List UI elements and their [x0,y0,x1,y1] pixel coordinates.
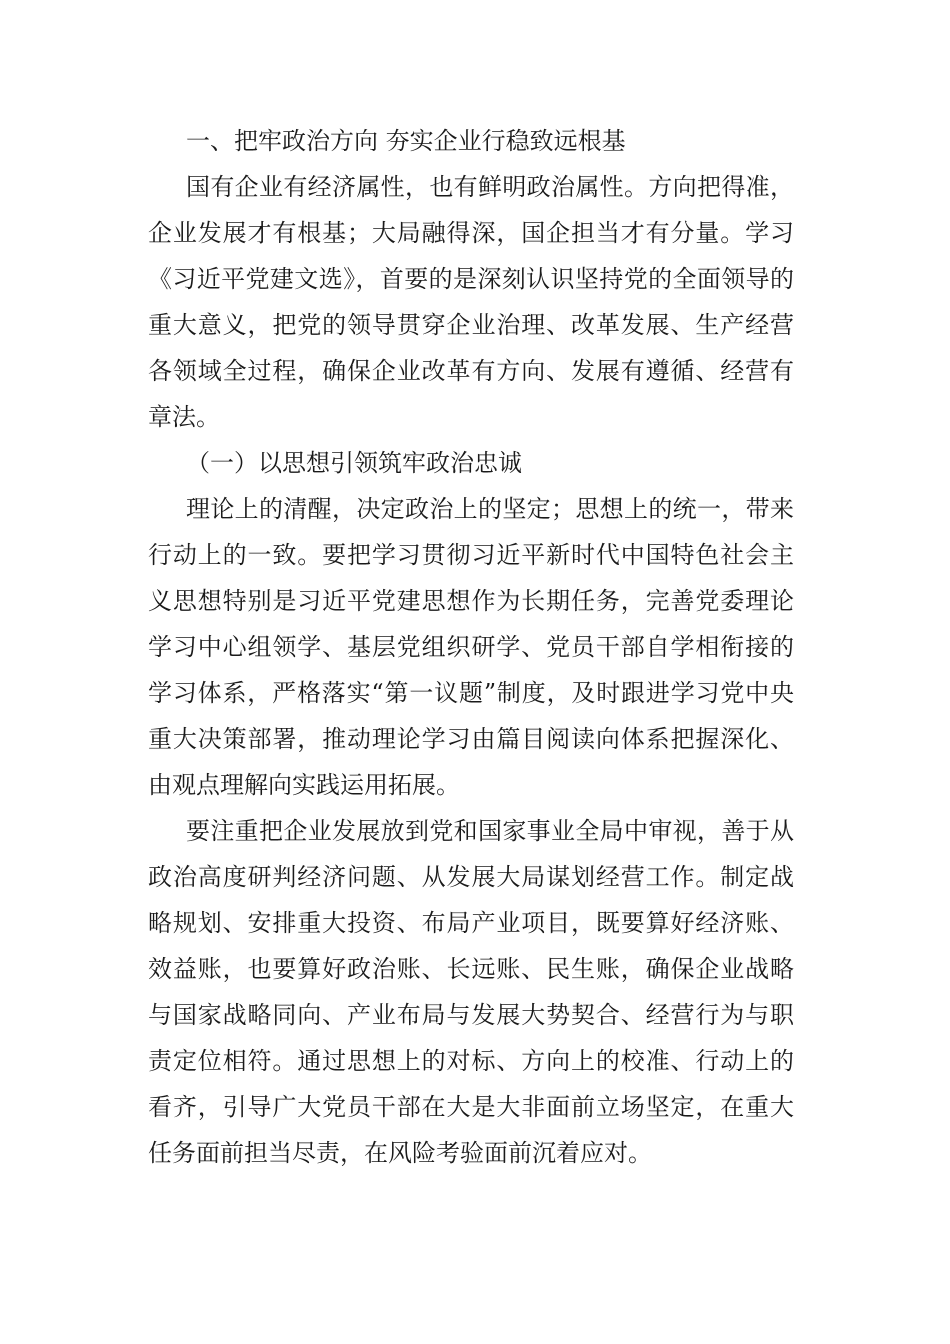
paragraph-2: 理论上的清醒，决定政治上的坚定；思想上的统一，带来行动上的一致。要把学习贯彻习近平新时代中国特色社会主义思想特别是习近平党建思想作为长期任务，完善党委理论学习中心组领学、基层党组织研学、党员干部自学相衔接的学习体系，严格落实“第一议题”制度，及时跟进学习党中央重大决策部署，推动理论学习由篇目阅读向体系把握深化、由观点理解向实践运用拓展。 [148,495,794,799]
subsection-heading: （一）以思想引领筑牢政治忠诚 [186,449,522,477]
document-body [148,118,794,1176]
paragraph-1: 国有企业有经济属性，也有鲜明政治属性。方向把得准，企业发展才有根基；大局融得深，国企担当才有分量。学习《习近平党建文选》，首要的是深刻认识坚持党的全面领导的重大意义，把党的领导贯穿企业治理、改革发展、生产经营各领域全过程，确保企业改革有方向、发展有遵循、经营有章法。 [148,173,794,431]
paragraph-3: 要注重把企业发展放到党和国家事业全局中审视，善于从政治高度研判经济问题、从发展大局谋划经营工作。制定战略规划、安排重大投资、布局产业项目，既要算好经济账、效益账，也要算好政治账、长远账、民生账，确保企业战略与国家战略同向、产业布局与发展大势契合、经营行为与职责定位相符。通过思想上的对标、方向上的校准、行动上的看齐，引导广大党员干部在大是大非面前立场坚定，在重大任务面前担当尽责，在风险考验面前沉着应对。 [148,817,794,1167]
section-heading: 一、把牢政治方向 夯实企业行稳致远根基 [186,127,626,155]
